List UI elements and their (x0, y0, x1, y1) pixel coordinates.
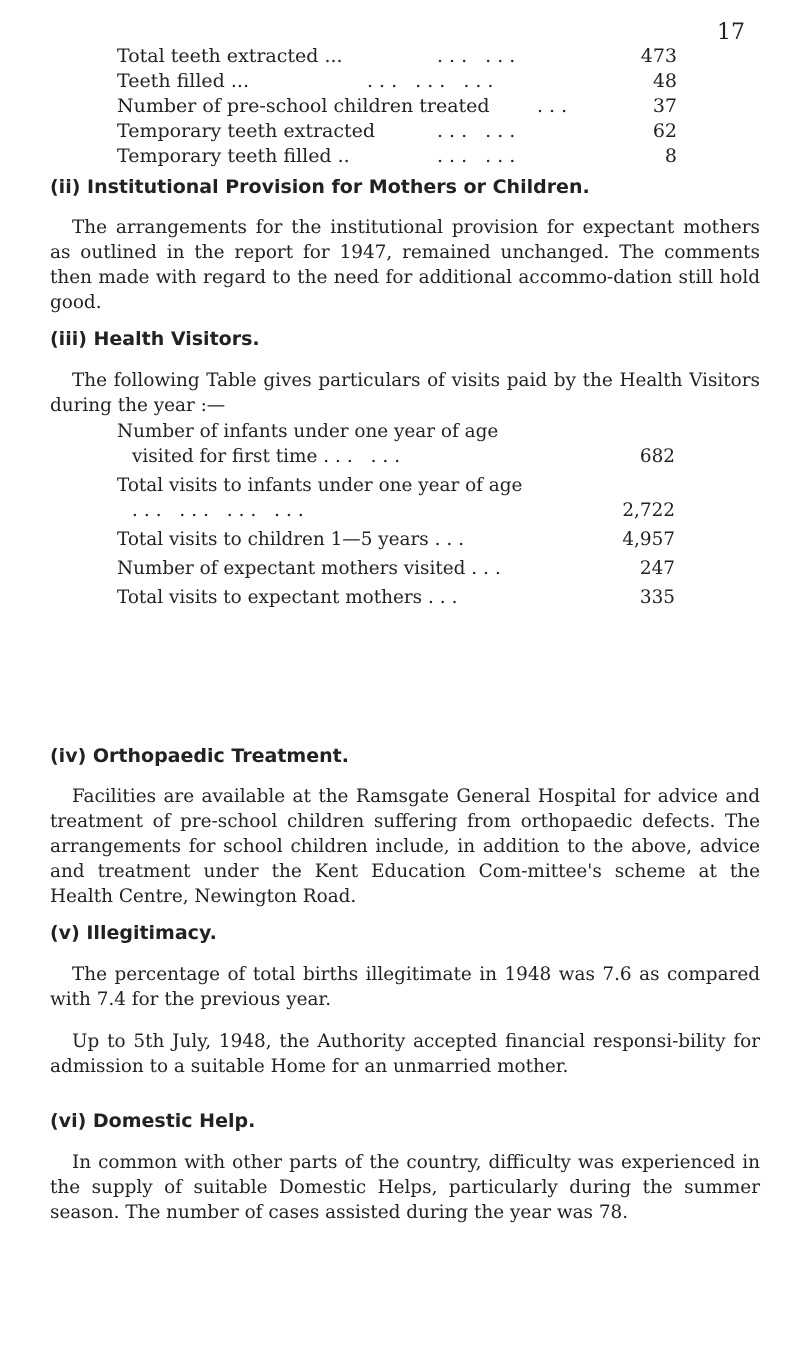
table-row (117, 120, 677, 145)
row-label: Total teeth extracted ... (117, 45, 343, 67)
leader-dots: ... ... (437, 145, 522, 167)
row-value: 682 (639, 446, 675, 467)
section-heading-orthopaedic-treatment: (iv) Orthopaedic Treatment. (50, 745, 349, 767)
leader-dots: ... (434, 529, 471, 550)
leader-dots: ... ... (437, 45, 522, 67)
row-value: 4,957 (622, 529, 675, 550)
row-value: 48 (652, 70, 677, 92)
row-value: 247 (639, 558, 675, 579)
section-heading-health-visitors: (iii) Health Visitors. (50, 328, 260, 350)
row-label: Number of expectant mothers visited ... (117, 558, 507, 579)
page-number: 17 (717, 20, 745, 45)
section-heading-institutional-provision: (ii) Institutional Provision for Mothers or Children. (50, 176, 590, 198)
dental-statistics-table (117, 45, 677, 170)
row-label: Temporary teeth filled .. (117, 145, 350, 167)
row-label: Total visits to expectant mothers ... (117, 587, 464, 608)
row-value: 8 (664, 145, 677, 167)
health-visitors-table (117, 419, 675, 610)
table-row (117, 473, 675, 523)
paragraph: Up to 5th July, 1948, the Authority accepted financial responsi-bility for admission to a suitable Home for an unmarried mother. (50, 1031, 760, 1077)
table-row (117, 45, 677, 70)
row-value: 37 (652, 95, 677, 117)
leader-dots: ... (427, 587, 464, 608)
paragraph: The following Table gives particulars of visits paid by the Health Visitors during the year :— (50, 370, 760, 416)
row-label: Number of infants under one year of age visited for first time ... ... (117, 421, 499, 467)
leader-dots: ... ... ... (367, 70, 500, 92)
paragraph: In common with other parts of the country, difficulty was experienced in the supply of suitable Domestic Helps, particularly during the summer season. The number of cases assisted during the year was 78. (50, 1152, 760, 1223)
row-label: Teeth filled ... (117, 70, 249, 92)
row-value: 62 (652, 120, 677, 142)
leader-dots: ... ... (323, 446, 407, 467)
row-label: Total visits to children 1—5 years ... (117, 529, 471, 550)
section-heading-domestic-help: (vi) Domestic Help. (50, 1110, 256, 1132)
row-value: 473 (640, 45, 677, 67)
table-row (117, 145, 677, 170)
table-row (117, 419, 675, 469)
row-label: Number of pre-school children treated (117, 95, 490, 117)
paragraph: The percentage of total births illegitimate in 1948 was 7.6 as compared with 7.4 for the previous year. (50, 964, 760, 1010)
section-heading-illegitimacy: (v) Illegitimacy. (50, 922, 217, 944)
table-row (117, 585, 675, 610)
table-row (117, 527, 675, 552)
leader-dots: ... ... ... ... (132, 500, 310, 521)
table-row (117, 70, 677, 95)
table-row (117, 556, 675, 581)
row-value: 2,722 (622, 500, 675, 521)
row-label: Total visits to infants under one year of age ... ... ... ... (117, 475, 523, 521)
paragraph: Facilities are available at the Ramsgate General Hospital for advice and treatment of pre-school children suffering from orthopaedic defects. The arrangements for school children include, in addition to the above, advice and treatment under the Kent Education Com-mittee's scheme at the Health Centre, Newington Road. (50, 786, 760, 907)
row-value: 335 (639, 587, 675, 608)
paragraph: The arrangements for the institutional provision for expectant mothers as outlined in the report for 1947, remained unchanged. The comments then made with regard to the need for additional accommo-dation still hold good. (50, 217, 760, 313)
row-label: Temporary teeth extracted (117, 120, 376, 142)
leader-dots: ... (471, 558, 507, 579)
table-row (117, 95, 677, 120)
leader-dots: ... (537, 95, 574, 117)
leader-dots: ... ... (437, 120, 522, 142)
